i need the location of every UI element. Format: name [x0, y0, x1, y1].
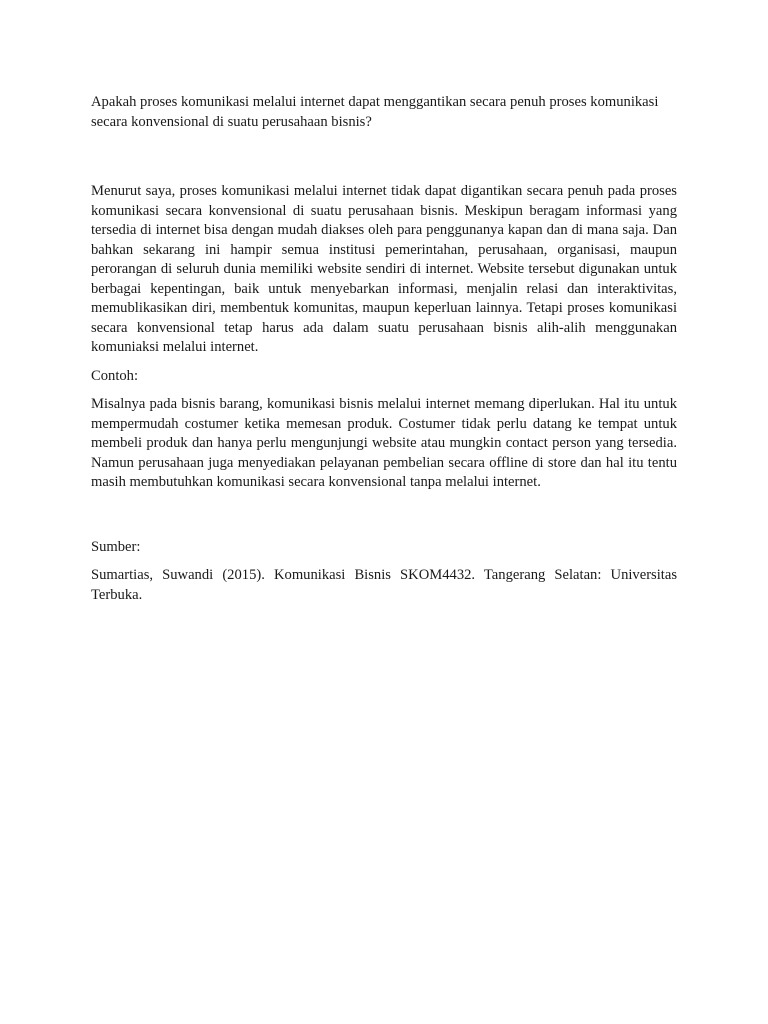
- answer-paragraph: Menurut saya, proses komunikasi melalui internet tidak dapat digantikan secara penuh pada proses komunikasi secara konvensional di suatu perusahaan bisnis. Meskipun beragam informasi yang tersedia di internet bisa dengan mudah diakses oleh para penggunanya kapan dan di mana saja. Dan bahkan sekarang ini hampir semua institusi pemerintahan, perusahaan, organisasi, maupun perorangan di seluruh dunia memiliki website sendiri di internet. Website tersebut digunakan untuk berbagai kepentingan, baik untuk menyebarkan informasi, menjalin relasi dan interaktivitas, memublikasikan diri, membentuk komunitas, maupun keperluan lainnya. Tetapi proses komunikasi secara konvensional tetap harus ada dalam suatu perusahaan bisnis alih-alih menggunakan komuniaksi melalui internet.: [91, 183, 677, 355]
- example-paragraph: Misalnya pada bisnis barang, komunikasi bisnis melalui internet memang diperlukan. Hal itu untuk mempermudah costumer ketika memesan produk. Costumer tidak perlu datang ke tempat untuk membeli produk dan hanya perlu mengunjungi website atau mungkin contact person yang tersedia. Namun perusahaan juga menyediakan pelayanan pembelian secara offline di store dan hal itu tentu masih membutuhkan komunikasi secara konvensional tanpa melalui internet.: [91, 396, 677, 490]
- example-heading: Contoh:: [91, 367, 139, 384]
- source-heading: Sumber:: [91, 538, 141, 555]
- question-text: Apakah proses komunikasi melalui internet dapat menggantikan secara penuh proses komunikasi secara konvensional di suatu perusahaan bisnis?: [91, 94, 659, 130]
- reference-entry: Sumartias, Suwandi (2015). Komunikasi Bisnis SKOM4432. Tangerang Selatan: Universitas Terbuka.: [91, 567, 677, 603]
- document-page: [91, 93, 677, 605]
